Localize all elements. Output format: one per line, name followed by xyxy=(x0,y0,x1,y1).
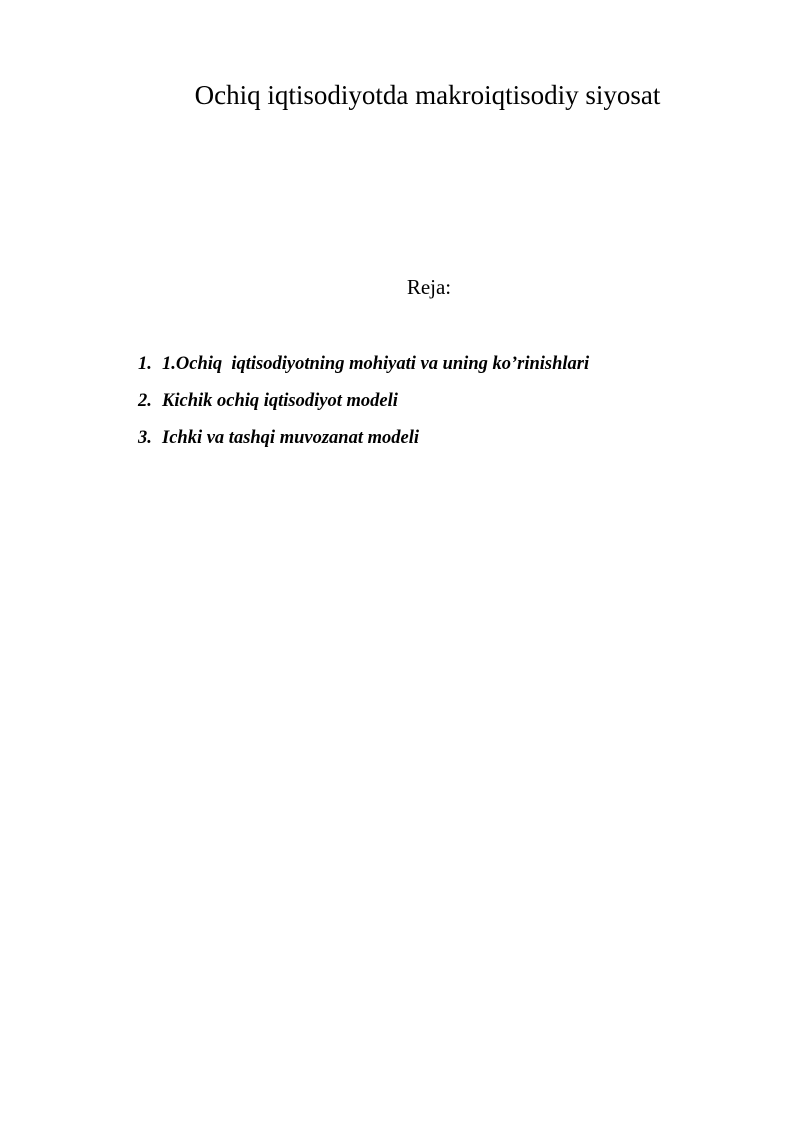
plan-heading: Reja: xyxy=(406,275,452,299)
plan-item-number: 1. xyxy=(138,354,152,374)
plan-item-2 xyxy=(138,385,589,422)
plan-item-text: Ichki va tashqi muvozanat modeli xyxy=(162,428,419,448)
plan-item-number: 2. xyxy=(138,391,152,411)
plan-item-3 xyxy=(138,422,589,459)
plan-item-1 xyxy=(138,348,589,385)
plan-item-number: 3. xyxy=(138,428,152,448)
plan-list xyxy=(138,348,589,459)
plan-item-text: 1.Ochiq iqtisodiyotning mohiyati va uning ko’rinishlari xyxy=(162,354,590,374)
document-title: Ochiq iqtisodiyotda makroiqtisodiy siyosat xyxy=(194,80,661,110)
plan-item-text: Kichik ochiq iqtisodiyot modeli xyxy=(162,391,398,411)
